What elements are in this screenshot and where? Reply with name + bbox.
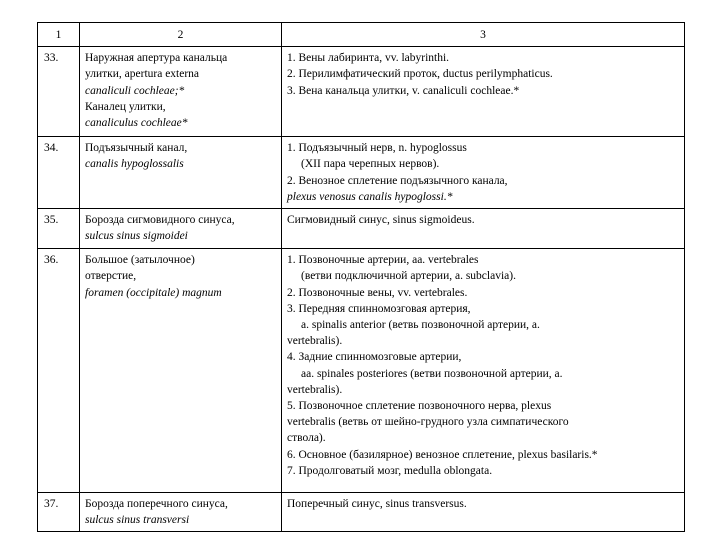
text-line: Поперечный синус, sinus transversus. <box>287 498 467 511</box>
header-cell: 3 <box>282 23 685 47</box>
structure-cell <box>80 209 282 249</box>
structure-cell <box>80 47 282 137</box>
text-line: Сигмовидный синус, sinus sigmoideus. <box>287 214 475 227</box>
text-line: canaliculus cochleae* <box>85 117 188 130</box>
structure-cell <box>80 493 282 531</box>
row-number: 33. <box>38 47 80 137</box>
text-line: (XII пара черепных нервов). <box>301 158 440 171</box>
contents-cell <box>282 137 685 209</box>
text-line: foramen (occipitale) magnum <box>85 286 222 299</box>
row-number: 37. <box>38 493 80 531</box>
row-number: 36. <box>38 249 80 493</box>
text-line: vertebralis). <box>287 335 343 348</box>
row-number: 34. <box>38 137 80 209</box>
text-line: plexus venosus canalis hypoglossi.* <box>287 190 453 203</box>
text-line: vertebralis). <box>287 383 343 396</box>
text-line: Подъязычный канал, <box>85 142 188 155</box>
text-line: 6. Основное (базилярное) венозное сплетение, plexus basilaris.* <box>287 448 598 461</box>
anatomy-table <box>37 22 685 532</box>
text-line: Борозда сигмовидного синуса, <box>85 214 235 227</box>
text-line: sulcus sinus sigmoidei <box>85 230 188 243</box>
text-line: vertebralis (ветвь от шейно-грудного узла симпатического <box>287 416 569 429</box>
text-line: 7. Продолговатый мозг, medulla oblongata. <box>287 464 493 477</box>
text-line: отверстие, <box>85 270 137 283</box>
contents-cell <box>282 47 685 137</box>
text-line: 5. Позвоночное сплетение позвоночного нерва, plexus <box>287 400 552 413</box>
text-line: 2. Позвоночные вены, vv. vertebrales. <box>287 286 468 299</box>
table-row <box>38 493 685 531</box>
text-line: Большое (затылочное) <box>85 254 195 267</box>
text-line: canaliculi cochleae;* <box>85 84 185 97</box>
text-line: sulcus sinus transversi <box>85 514 190 527</box>
text-line: Борозда поперечного синуса, <box>85 498 228 511</box>
text-line: (ветви подключичной артерии, a. subclavia). <box>301 270 516 283</box>
contents-cell <box>282 209 685 249</box>
structure-cell <box>80 249 282 493</box>
table-header-row <box>38 23 685 47</box>
text-line: 3. Вена канальца улитки, v. canaliculi cochleae.* <box>287 84 520 97</box>
row-number: 35. <box>38 209 80 249</box>
table-row <box>38 209 685 249</box>
text-line: aa. spinales posteriores (ветви позвоночной артерии, a. <box>301 367 563 380</box>
text-line: 2. Венозное сплетение подъязычного канала, <box>287 174 508 187</box>
text-line: 3. Передняя спинномозговая артерия, <box>287 302 471 315</box>
text-line: 4. Задние спинномозговые артерии, <box>287 351 462 364</box>
header-cell: 1 <box>38 23 80 47</box>
text-line: ствола). <box>287 432 326 445</box>
text-line: 2. Перилимфатический проток, ductus perilymphaticus. <box>287 68 553 81</box>
contents-cell <box>282 249 685 493</box>
table-row <box>38 47 685 137</box>
contents-cell <box>282 493 685 531</box>
header-cell: 2 <box>80 23 282 47</box>
text-line: 1. Подъязычный нерв, n. hypoglossus <box>287 142 467 155</box>
text-line: canalis hypoglossalis <box>85 158 184 171</box>
table-row <box>38 137 685 209</box>
structure-cell <box>80 137 282 209</box>
text-line: Каналец улитки, <box>85 100 166 113</box>
table-row <box>38 249 685 493</box>
text-line: улитки, apertura externa <box>85 68 200 81</box>
text-line: a. spinalis anterior (ветвь позвоночной артерии, a. <box>301 319 540 332</box>
text-line: Наружная апертура канальца <box>85 52 228 65</box>
text-line: 1. Позвоночные артерии, aa. vertebrales <box>287 254 479 267</box>
text-line: 1. Вены лабиринта, vv. labyrinthi. <box>287 52 450 65</box>
